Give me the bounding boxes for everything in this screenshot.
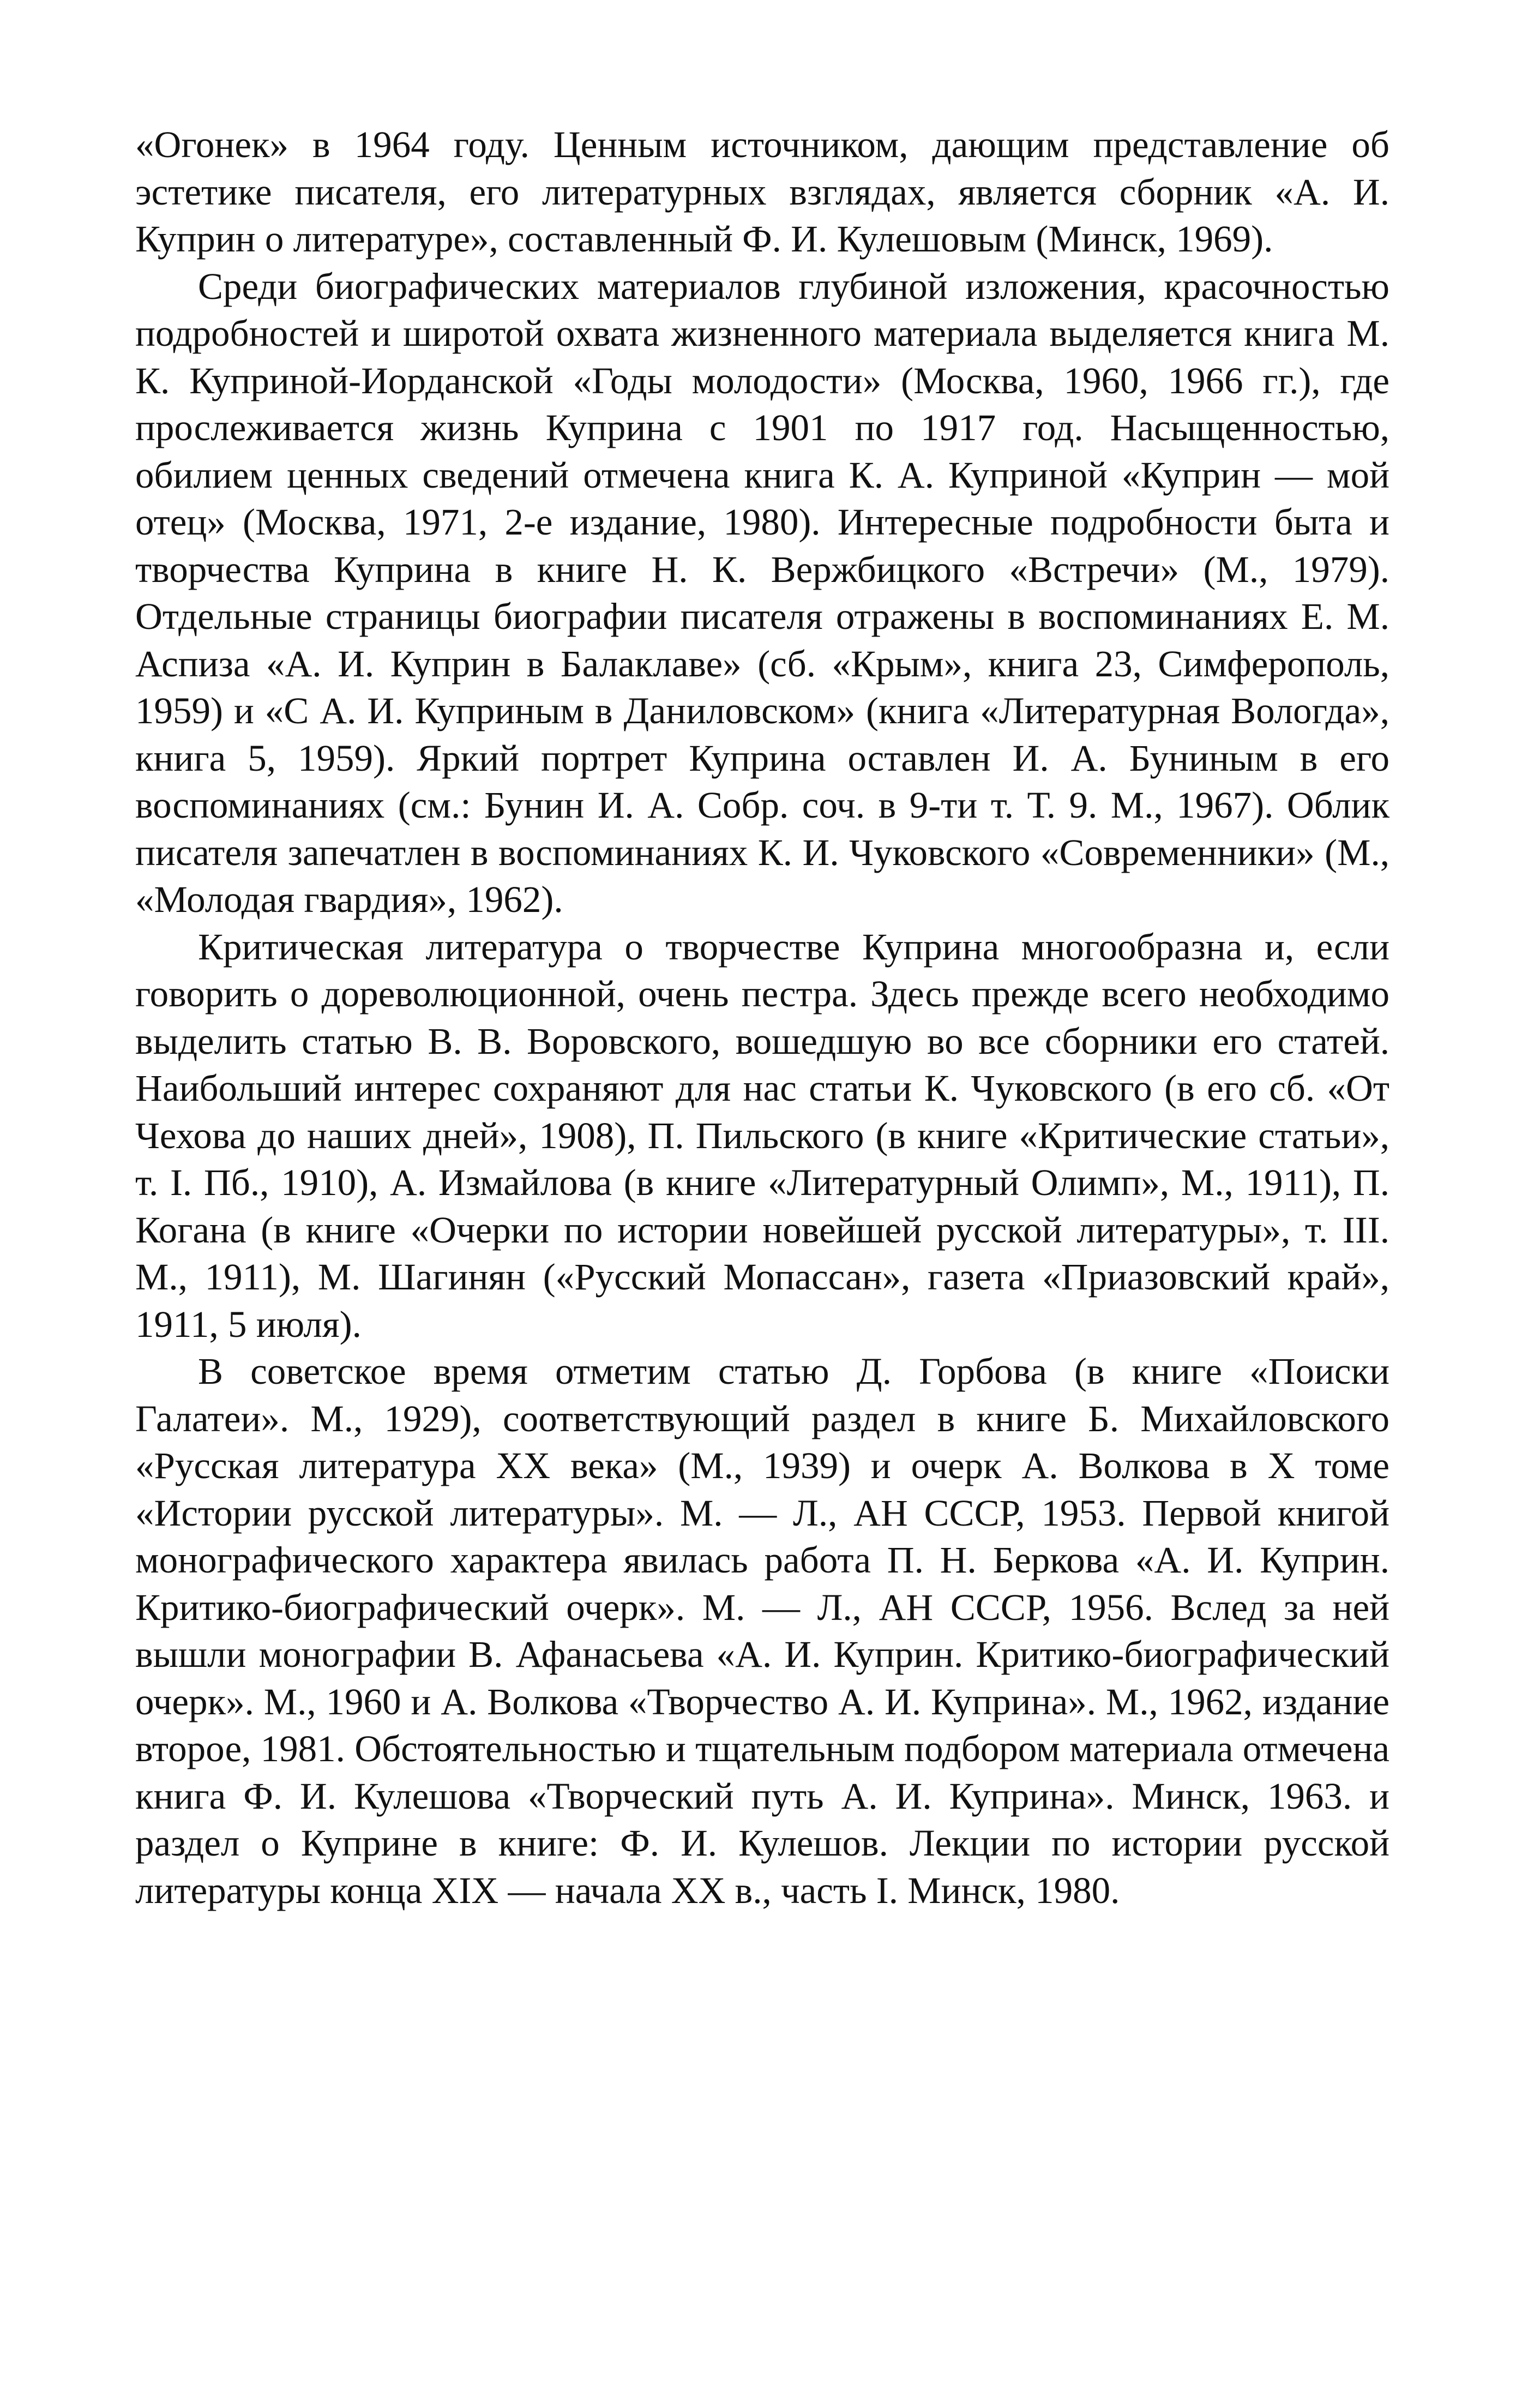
- paragraph-critical-literature: Критическая литература о творчестве Куприна многообразна и, если говорить о дореволюционной, очень пестра. Здесь прежде всего необходимо выделить статью В. В. Воровского, вошедшую во все сборники его статей. Наибольший интерес сохраняют для нас статьи К. Чуковского (в его сб. «От Чехова до наших дней», 1908), П. Пильского (в книге «Критические статьи», т. I. Пб., 1910), А. Измайлова (в книге «Литературный Олимп», М., 1911), П. Когана (в книге «Очерки по истории новейшей русской литературы», т. III. М., 1911), М. Шагинян («Русский Мопассан», газета «Приазовский край», 1911, 5 июля).: [135, 926, 1389, 1345]
- document-page: [135, 121, 1389, 1914]
- paragraph-soviet-period: В советское время отметим статью Д. Горбова (в книге «Поиски Галатеи». М., 1929), соответствующий раздел в книге Б. Михайловского «Русская литература XX века» (М., 1939) и очерк А. Волкова в X томе «Истории русской литературы». М. — Л., АН СССР, 1953. Первой книгой монографического характера явилась работа П. Н. Беркова «А. И. Куприн. Критико-биографический очерк». М. — Л., АН СССР, 1956. Вслед за ней вышли монографии В. Афанасьева «А. И. Куприн. Критико-биографический очерк». М., 1960 и А. Волкова «Творчество А. И. Куприна». М., 1962, издание второе, 1981. Обстоятельностью и тщательным подбором материала отмечена книга Ф. И. Кулешова «Творческий путь А. И. Куприна». Минск, 1963. и раздел о Куприне в книге: Ф. И. Кулешов. Лекции по истории русской литературы конца XIX — начала XX в., часть I. Минск, 1980.: [135, 1350, 1389, 1911]
- paragraph-biographical-materials: Среди биографических материалов глубиной изложения, красочностью подробностей и широтой охвата жизненного материала выделяется книга М. К. Куприной-Иорданской «Годы молодости» (Москва, 1960, 1966 гг.), где прослеживается жизнь Куприна с 1901 по 1917 год. Насыщенностью, обилием ценных сведений отмечена книга К. А. Куприной «Куприн — мой отец» (Москва, 1971, 2-е издание, 1980). Интересные подробности быта и творчества Куприна в книге Н. К. Вержбицкого «Встречи» (М., 1979). Отдельные страницы биографии писателя отражены в воспоминаниях Е. М. Аспиза «А. И. Куприн в Балаклаве» (сб. «Крым», книга 23, Симферополь, 1959) и «С А. И. Куприным в Даниловском» (книга «Литературная Вологда», книга 5, 1959). Яркий портрет Куприна оставлен И. А. Буниным в его воспоминаниях (см.: Бунин И. А. Собр. соч. в 9-ти т. Т. 9. М., 1967). Облик писателя запечатлен в воспоминаниях К. И. Чуковского «Современники» (М., «Молодая гвардия», 1962).: [135, 265, 1389, 920]
- paragraph-continuation: «Огонек» в 1964 году. Ценным источником, дающим представление об эстетике писателя, его литературных взглядах, является сборник «А. И. Куприн о литературе», составленный Ф. И. Кулешовым (Минск, 1969).: [135, 124, 1389, 260]
